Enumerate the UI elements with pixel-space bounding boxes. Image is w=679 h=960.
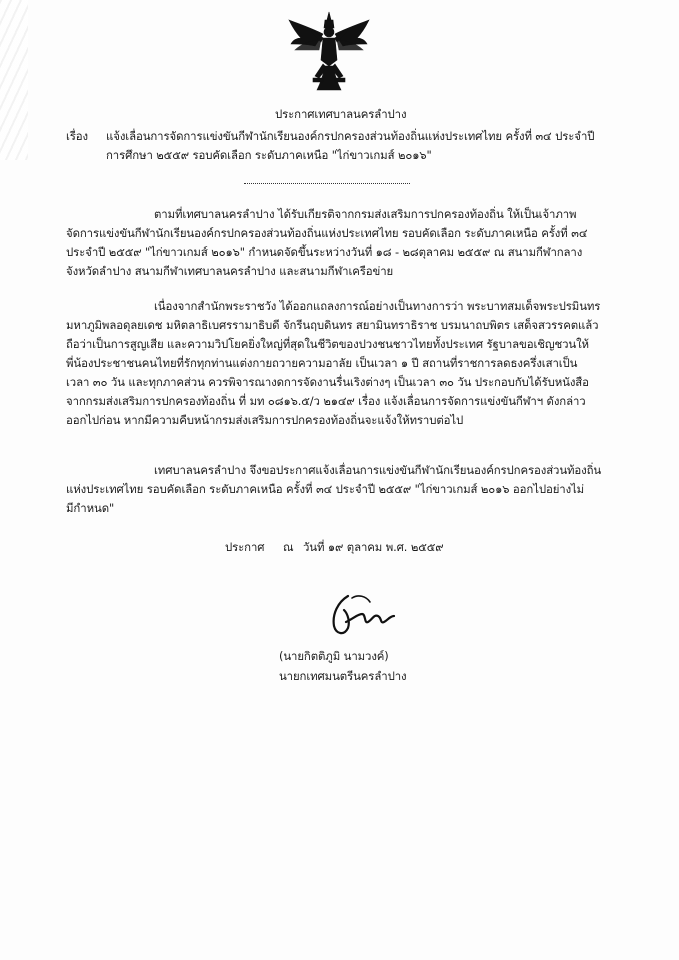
announce-label: ประกาศ — [225, 540, 265, 554]
paragraph-2-line: ถือว่าเป็นการสูญเสีย และความวิปโยคยิ่งใหญ่ที่สุดในชีวิตของปวงชนชาวไทยทั้งประเทศ รัฐบาลขอเชิญชวนให้ — [66, 337, 589, 351]
handwritten-signature — [328, 592, 398, 638]
announce-at: ณ — [283, 540, 294, 554]
signer-title: นายกเทศมนตรีนครลำปาง — [279, 669, 407, 683]
paragraph-2-line: ออกไปก่อน หากมีความคืบหน้ากรมส่งเสริมการปกครองท้องถิ่นจะแจ้งให้ทราบต่อไป — [66, 413, 464, 427]
separator-dotted-line — [244, 183, 410, 184]
paragraph-1-line: จัดการแข่งขันกีฬานักเรียนองค์กรปกครองส่วนท้องถิ่นแห่งประเทศไทย รอบคัดเลือก ระดับภาคเหนือ ครั้งที่ ๓๔ — [66, 226, 588, 240]
paragraph-1-line: ประจำปี ๒๕๕๙ "ไก่ขาวเกมส์ ๒๐๑๖" กำหนดจัดขึ้นระหว่างวันที่ ๑๘ - ๒๘ตุลาคม ๒๕๕๙ ณ สนามกีฬากลาง — [66, 245, 583, 259]
paragraph-2-line: จากกรมส่งเสริมการปกครองท้องถิ่น ที่ มท ๐๘๑๖.๕/ว ๒๑๔๙ เรื่อง แจ้งเลื่อนการจัดการแข่งขันกีฬาฯ ดังกล่าว — [66, 394, 586, 408]
paragraph-1-line: จังหวัดลำปาง สนามกีฬาเทศบาลนครลำปาง และสนามกีฬาเครือข่าย — [66, 264, 394, 278]
paragraph-2-line: เวลา ๓๐ วัน และทุกภาคส่วน ควรพิจารณางดการจัดงานรื่นเริงต่างๆ เป็นเวลา ๓๐ วัน ประกอบกับได้รับหนังสือ — [66, 375, 589, 389]
signer-name: (นายกิตติภูมิ นามวงค์) — [279, 649, 389, 663]
scan-edge-artifact — [0, 0, 28, 160]
subject-line-2: การศึกษา ๒๕๕๙ รอบคัดเลือก ระดับภาคเหนือ "ไก่ขาวเกมส์ ๒๐๑๖" — [106, 148, 432, 162]
subject-label: เรื่อง — [66, 129, 89, 143]
org-title: ประกาศเทศบาลนครลำปาง — [275, 107, 407, 121]
announce-date: วันที่ ๑๙ ตุลาคม พ.ศ. ๒๕๕๙ — [303, 540, 444, 554]
paragraph-3-line: เทศบาลนครลำปาง จึงขอประกาศแจ้งเลื่อนการแข่งขันกีฬานักเรียนองค์กรปกครองส่วนท้องถิ่น — [154, 463, 602, 477]
paragraph-3-line: มีกำหนด" — [66, 501, 115, 515]
garuda-emblem-icon — [287, 10, 371, 94]
paragraph-3-line: แห่งประเทศไทย รอบคัดเลือก ระดับภาคเหนือ ครั้งที่ ๓๔ ประจำปี ๒๕๕๙ "ไก่ขาวเกมส์ ๒๐๑๖ ออกไปอย่างไม่ — [66, 482, 585, 496]
paragraph-1-line: ตามที่เทศบาลนครลำปาง ได้รับเกียรติจากกรมส่งเสริมการปกครองท้องถิ่น ให้เป็นเจ้าภาพ — [154, 207, 577, 221]
paragraph-2-line: เนื่องจากสำนักพระราชวัง ได้ออกแถลงการณ์อย่างเป็นทางการว่า พระบาทสมเด็จพระปรมินทร — [154, 299, 601, 313]
subject-line-1: แจ้งเลื่อนการจัดการแข่งขันกีฬานักเรียนองค์กรปกครองส่วนท้องถิ่นแห่งประเทศไทย ครั้งที่ ๓๔ ประจำปี — [106, 129, 595, 143]
paragraph-2-line: พี่น้องประชาชนคนไทยที่รักทุกท่านแต่งกายถวายความอาลัย เป็นเวลา ๑ ปี สถานที่ราชการลดธงครึ่งเสาเป็น — [66, 356, 578, 370]
paragraph-2-line: มหาภูมิพลอดุลยเดช มหิตลาธิเบศรรามาธิบดี จักรีนฤบดินทร สยามินทราธิราช บรมนาถบพิตร เสด็จสวรรคตแล้ว — [66, 318, 599, 332]
